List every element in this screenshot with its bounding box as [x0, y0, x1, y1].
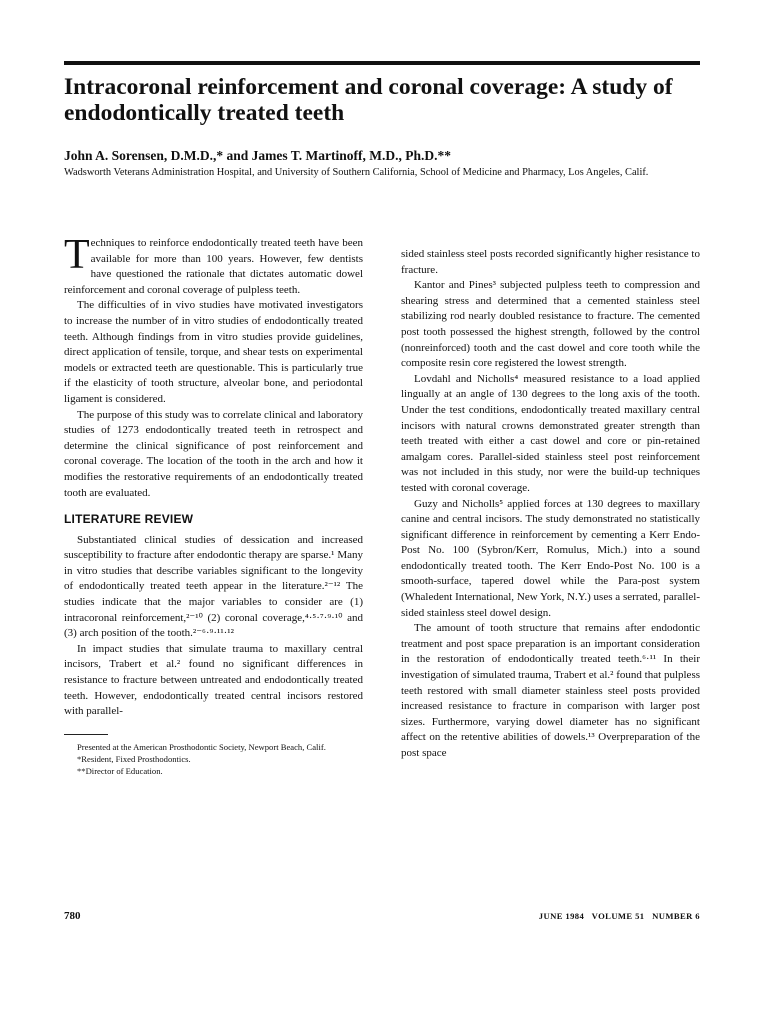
- paragraph: Kantor and Pines³ subjected pulpless teeth to compression and shearing stress and determined that a cemented stainless steel stabilizing rod nearly doubled resistance to fracture. The cemented post tooth possessed the highest strength, followed by the control (nonreinforced) tooth and the cast dowel and core tooth while the composite resin core registered the lowest strength.: [401, 279, 700, 370]
- footnote-rule: [64, 734, 108, 735]
- intro-text: echniques to reinforce endodontically treated teeth have been available for more than 100 years. However, few dentists have questioned the rationale that dictates automatic dowel reinforcement and coronal coverage of pulpless teeth.: [64, 237, 363, 296]
- paragraph: In impact studies that simulate trauma to maxillary central incisors, Trabert et al.² found no significant differences in resistance to fracture between untreated and endodontically treated teeth. However, endodontically treated central incisors restored with parallel-: [64, 642, 363, 718]
- intro-paragraph: [64, 232, 363, 298]
- paragraph: Substantiated clinical studies of dessication and increased susceptibility to fracture after endodontic therapy are sparse.¹ Many in vitro studies that describe variables significant to the longevity of endodontically treated teeth appear in the literature.²⁻¹² The studies indicate that the major variables to consider are (1) intracoronal reinforcement,²⁻¹⁰ (2) coronal coverage,⁴·⁵·⁷·⁹·¹⁰ and (3) arch position of the tooth.²⁻⁶·⁹·¹¹·¹²: [64, 533, 363, 640]
- paragraph: The amount of tooth structure that remains after endodontic treatment and post space preparation is an important consideration in the restoration of endodontically treated teeth.⁶·¹¹ In their investigation of simulated trauma, Trabert et al.² found that pulpless teeth restored with small diameter stainless steel posts provided increased resistance to fracture in comparison with larger post sizes. Furthermore, varying dowel diameter has no significant affect on the retentive abilities of dowels.¹³ Overpreparation of the post space: [401, 622, 700, 759]
- paragraph: Lovdahl and Nicholls⁴ measured resistance to a load applied lingually at an angle of 130 degrees to the long axis of the tooth. Under the test conditions, endodontically treated maxillary central incisors with natural crowns demonstrated greater strength than teeth treated with either a cast dowel and core or pin-retained amalgam cores. Parallel-sided stainless steel post reinforcement was not included in this study, nor were the build-up techniques tested with coronal coverage.: [401, 372, 700, 494]
- drop-cap: T: [64, 232, 90, 278]
- left-column: [64, 232, 363, 777]
- paragraph: Guzy and Nicholls⁵ applied forces at 130 degrees to maxillary canine and central incisors. The study demonstrated no statistically significant difference in reinforcement by cementing a Kerr Endo-Post No. 100 (Sybron/Kerr, Romulus, Mich.) into a sound endodontically treated tooth. The Kerr Endo-Post No. 100 is a smooth-surface, tapered dowel while the Para-post system (Whaledent International, New York, N.Y.) uses a serrated, parallel-sided stainless steel dowel design.: [401, 497, 700, 619]
- footnote: *Resident, Fixed Prosthodontics.: [77, 753, 191, 764]
- affiliation: Wadsworth Veterans Administration Hospital, and University of Southern California, School of Medicine and Pharmacy, Los Angeles, Calif.: [64, 167, 649, 178]
- article-title: Intracoronal reinforcement and coronal coverage: A study of endodontically treated teeth: [64, 74, 673, 126]
- paragraph: The difficulties of in vivo studies have motivated investigators to increase the number of in vitro studies of endodontically treated teeth. Although findings from in vitro studies provide guidelines, direct application of tensile, torque, and shear tests on experimental models or extracted teeth are questionable. This is particularly true if the elasticity of tooth structure, alveolar bone, and periodontal ligament is considered.: [64, 299, 363, 405]
- footnote: Presented at the American Prosthodontic Society, Newport Beach, Calif.: [77, 741, 326, 752]
- section-heading: LITERATURE REVIEW: [64, 512, 194, 527]
- right-column: [401, 247, 700, 762]
- author-line: John A. Sorensen, D.M.D.,* and James T. Martinoff, M.D., Ph.D.**: [64, 148, 452, 163]
- page-number: 780: [64, 910, 81, 922]
- paragraph: The purpose of this study was to correlate clinical and laboratory studies of 1273 endodontically treated teeth in retrospect and determine the clinical significance of post reinforcement and coronal coverage. The location of the tooth in the arch and how it modifies the restorative requirements of an endodontically treated tooth are evaluated.: [64, 408, 363, 499]
- footnote: **Director of Education.: [77, 765, 163, 776]
- paragraph: sided stainless steel posts recorded significantly higher resistance to fracture.: [401, 248, 700, 276]
- issue-info: JUNE 1984 VOLUME 51 NUMBER 6: [538, 911, 700, 921]
- top-rule: [64, 61, 700, 65]
